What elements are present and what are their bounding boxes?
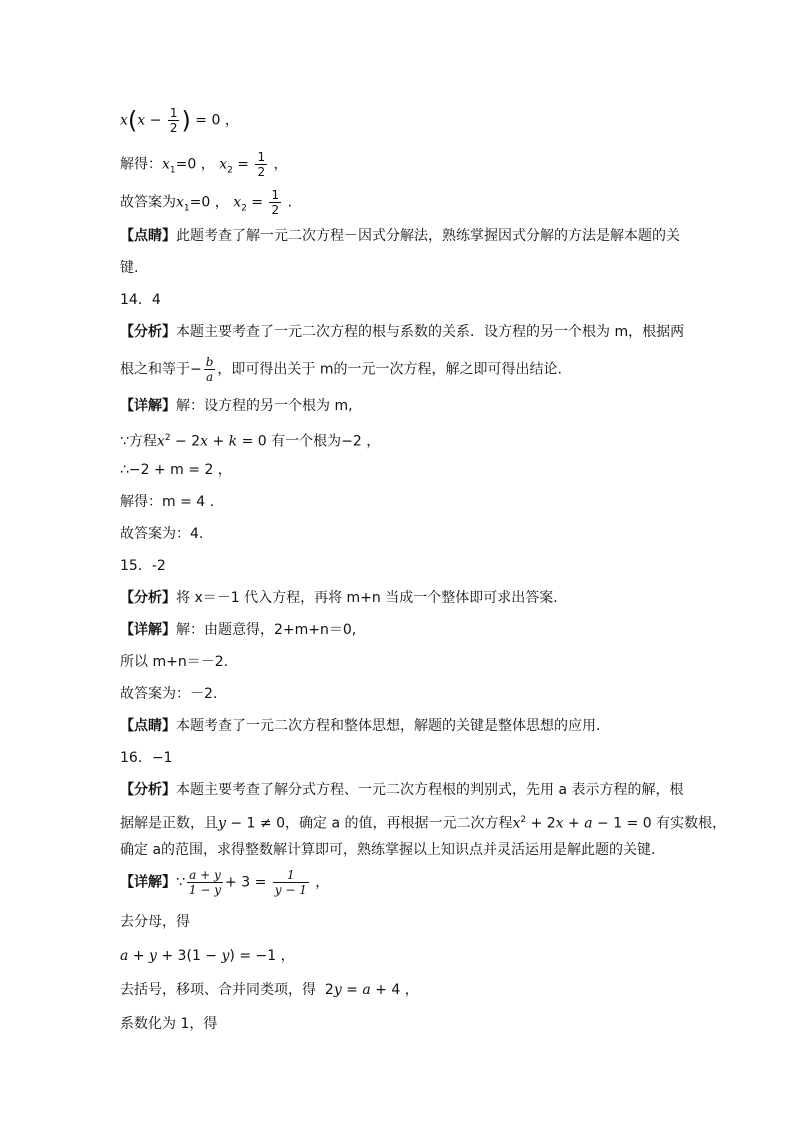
detail-tag: 【详解】 (120, 874, 176, 891)
analysis-tag: 【分析】 (120, 324, 176, 340)
analysis-text: ，即可得出关于 m的一元一次方程，解之即可得出结论. (217, 361, 562, 378)
analysis-text: ，确定 a 的值，再根据一元二次方程 (285, 815, 513, 832)
q15-analysis (120, 588, 558, 608)
detail-text: 解：由题意得，2+m+n＝0, (176, 622, 357, 638)
q14-solution: 解得：m = 4 . (120, 494, 215, 510)
q13-comment (120, 226, 680, 246)
detail-text: ∵方程 (120, 433, 157, 450)
q14-analysis (120, 322, 684, 342)
comment-text: 此题考查了解一元二次方程－因式分解法，熟练掌握因式分解的方法是解本题的关 (176, 228, 680, 244)
q13-comment-cont: 键. (120, 260, 139, 276)
q16-equation: a + y + 3(1 − y) = −1 ， (120, 948, 295, 964)
analysis-tag: 【分析】 (120, 590, 176, 606)
analysis-text: 据解是正数，且 (120, 815, 218, 832)
q15-comment (120, 716, 600, 736)
q13-roots-line: 解得：$x_1=0$ ， $x_2$ = $\frac{1}{2}$ ， (120, 150, 288, 179)
q16-analysis-cont: 据解是正数，且y − 1 ≠ 0，确定 a 的值，再根据一元二次方程$x^2 + 2x + a - 1 = 0$ 有实数根， (120, 815, 727, 832)
detail-text: 去括号，移项、合并同类项，得 (120, 982, 316, 998)
q16-analysis-cont2: 确定 a的范围，求得整数解计算即可，熟练掌握以上知识点并灵活运用是解此题的关键. (120, 842, 656, 858)
analysis-text: 本题主要考查了一元二次方程的根与系数的关系．设方程的另一个根为 m，根据两 (176, 324, 685, 340)
comment-text: 本题考查了一元二次方程和整体思想，解题的关键是整体思想的应用. (176, 718, 601, 734)
solve-label: 解得： (120, 156, 162, 173)
q16-step-3: 系数化为 1，得 (120, 1016, 218, 1032)
q14-header: 14．4 (120, 292, 161, 308)
q14-step: ∴−2 + m = 2 ， (120, 462, 232, 478)
q14-equation-line: ∵方程$x^2 - 2x + k = 0$ 有一个根为−2 ， (120, 433, 381, 450)
q14-answer: 故答案为：4. (120, 526, 204, 542)
comment-tag: 【点睛】 (120, 718, 176, 734)
q15-header: 15．-2 (120, 558, 166, 574)
analysis-text: 将 x＝－1 代入方程，再将 m+n 当成一个整体即可求出答案. (176, 590, 558, 606)
answer-label: 故答案为 (120, 194, 176, 211)
q15-detail (120, 620, 356, 640)
q15-step: 所以 m+n＝－2. (120, 654, 229, 670)
comment-tag: 【点睛】 (120, 228, 176, 244)
q13-answer-line: 故答案为$x_1=0$ ， $x_2$ = $\frac{1}{2}$ . (120, 188, 293, 217)
q15-answer: 故答案为：－2. (120, 686, 218, 702)
analysis-text: 本题主要考查了解分式方程、一元二次方程根的判别式，先用 a 表示方程的解，根 (176, 782, 684, 798)
detail-tag: 【详解】 (120, 622, 176, 638)
q16-step: 去分母，得 (120, 914, 190, 930)
detail-tag: 【详解】 (120, 398, 176, 414)
q16-step-2: 去括号，移项、合并同类项，得 2y = a + 4 ， (120, 982, 419, 998)
q13-factored-equation: x(x − $\frac{1}{2}$ ) = 0 ， (120, 106, 239, 135)
analysis-tag: 【分析】 (120, 782, 176, 798)
q16-header: 16．−1 (120, 750, 173, 766)
analysis-text: 根之和等于 (120, 361, 190, 378)
q16-detail: 【详解】∵ $\frac{a + y}{1 - y}$ + 3 = $\frac{1}{y - 1}$ ， (120, 868, 330, 897)
detail-text: 解：设方程的另一个根为 m, (176, 398, 353, 414)
detail-text: 有一个根为 (271, 433, 342, 450)
q14-detail (120, 396, 353, 416)
q16-analysis (120, 780, 683, 800)
q14-analysis-cont: 根之和等于− $\frac{b}{a}$ ，即可得出关于 m的一元一次方程，解之即可得出结论. (120, 355, 562, 384)
analysis-text: 有实数根， (656, 815, 727, 832)
